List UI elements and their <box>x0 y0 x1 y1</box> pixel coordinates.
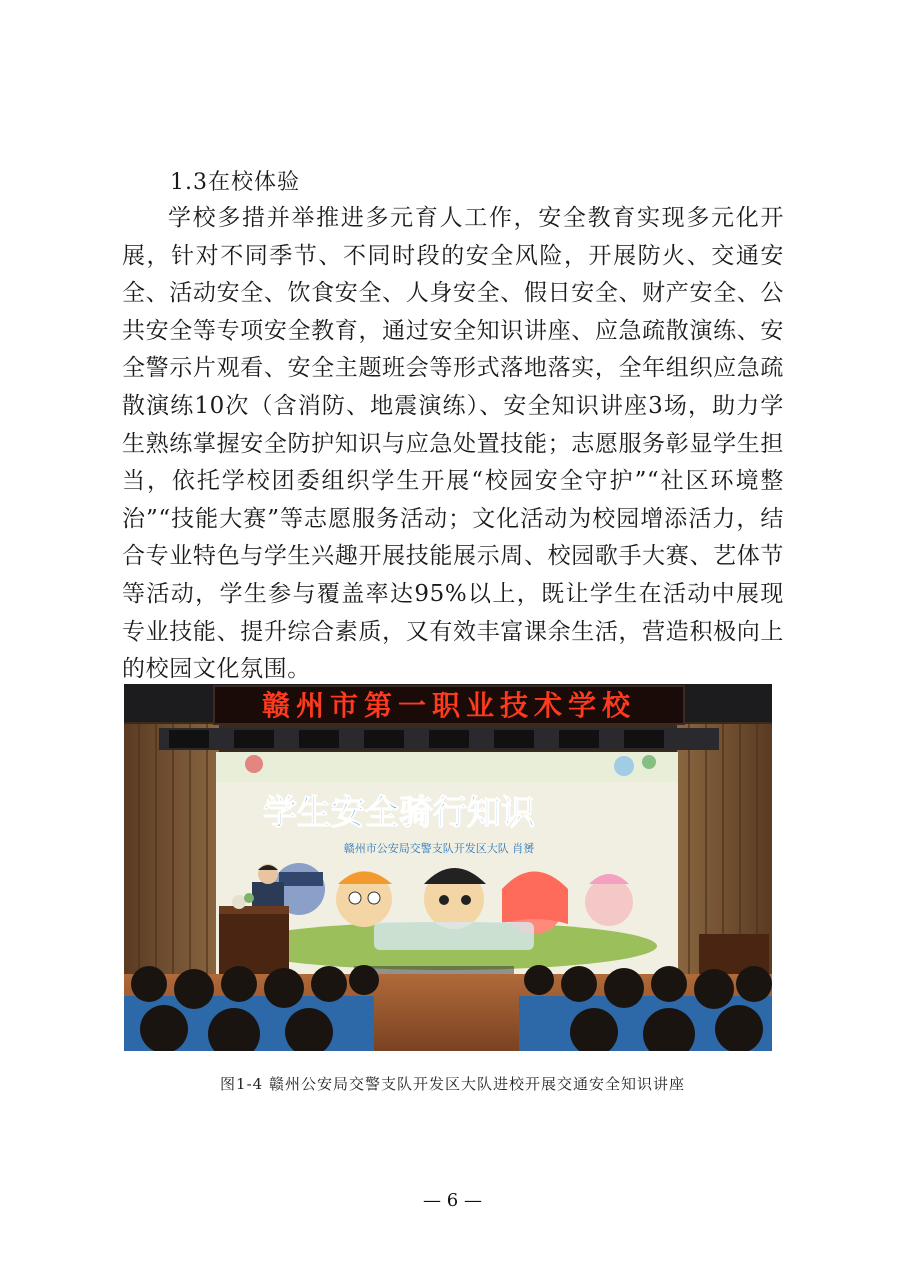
section-heading: 1.3在校体验 <box>170 170 300 195</box>
body-paragraph: 学校多措并举推进多元育人工作，安全教育实现多元化开展，针对不同季节、不同时段的安全风险，开展防火、交通安全、活动安全、饮食安全、人身安全、假日安全、财产安全、公共安全等专项安全教育，通过安全知识讲座、应急疏散演练、安全警示片观看、安全主题班会等形式落地落实，全年组织应急疏散演练10次（含消防、地震演练）、安全知识讲座3场，助力学生熟练掌握安全防护知识与应急处置技能；志愿服务彰显学生担当，依托学校团委组织学生开展“校园安全守护”“社区环境整治”“技能大赛”等志愿服务活动；文化活动为校园增添活力，结合专业特色与学生兴趣开展技能展示周、校园歌手大赛、艺体节等活动，学生参与覆盖率达95%以上，既让学生在活动中展现专业技能、提升综合素质，又有效丰富课余生活，营造积极向上的校园文化氛围。 <box>122 205 784 683</box>
figure-caption: 图1-4 赣州公安局交警支队开发区大队进校开展交通安全知识讲座 <box>220 1075 685 1093</box>
slide-title: 学生安全骑行知识 <box>263 793 535 833</box>
led-banner-text: 赣州市第一职业技术学校 <box>261 689 637 722</box>
slide-subtitle: 赣州市公安局交警支队开发区大队 肖赟 <box>343 842 535 855</box>
page-number: — 6 — <box>423 1190 482 1211</box>
lecture-photo <box>124 684 772 1051</box>
